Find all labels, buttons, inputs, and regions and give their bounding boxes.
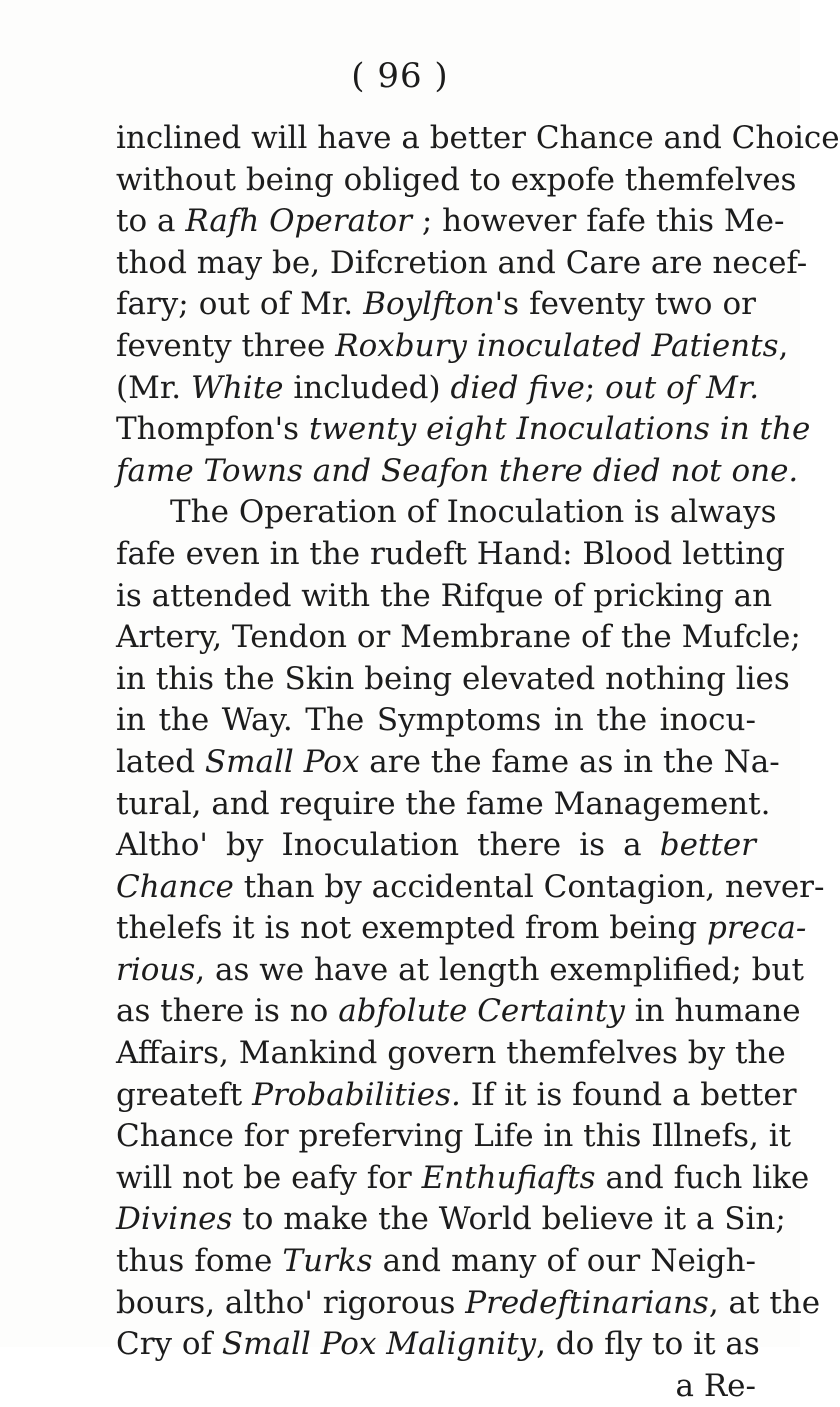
text-run: as there is no	[116, 993, 339, 1030]
italic-run: Roxbury inoculated Patients	[335, 327, 779, 364]
text-run: without being obliged to expofe themfelves	[116, 161, 797, 198]
text-line	[116, 1283, 821, 1325]
text-run: ;	[584, 369, 606, 406]
text-run: Altho' by Inoculation there is a	[116, 827, 660, 864]
text-line	[116, 451, 799, 493]
text-run: and fuch like	[595, 1159, 810, 1196]
text-run: , at the	[708, 1284, 821, 1321]
text-run: thelefs it is not exempted from being	[116, 910, 707, 947]
text-line	[116, 118, 840, 160]
text-run: If it is found a better	[460, 1076, 797, 1113]
text-line	[116, 950, 804, 992]
italic-run: White	[190, 369, 284, 406]
italic-run: Rafh Operator	[185, 203, 412, 240]
text-run: are the fame as in the Na-	[359, 743, 780, 780]
text-run: Thompfon's	[116, 411, 309, 448]
text-run: greateft	[116, 1076, 253, 1113]
text-line	[116, 201, 785, 243]
text-line	[116, 1241, 756, 1283]
text-run: to make the World believe it a Sin;	[232, 1201, 786, 1238]
text-run: and many of our Neigh-	[372, 1243, 757, 1280]
italic-run: better	[659, 827, 756, 864]
text-line	[116, 576, 773, 618]
text-line	[116, 534, 786, 576]
text-line	[116, 1075, 797, 1117]
italic-run: fame Towns and Seafon there died not one.	[116, 452, 799, 489]
italic-run: twenty eight Inoculations in the	[308, 411, 811, 448]
text-run: than by accidental Contagion, never-	[233, 868, 825, 905]
italic-run: rious	[116, 951, 196, 988]
text-run: tural, and require the fame Management.	[116, 785, 771, 822]
text-line	[116, 867, 825, 909]
text-line	[116, 825, 756, 867]
text-run: ,	[778, 327, 789, 364]
italic-run: Small Pox	[204, 743, 360, 780]
text-line	[116, 1199, 786, 1241]
text-line	[116, 1033, 786, 1075]
text-run: Cry of	[116, 1326, 222, 1363]
text-run: , as we have at length exemplified; but	[195, 951, 804, 988]
text-run: fafe even in the rudeft Hand: Blood letting	[116, 535, 786, 572]
text-run: will not be eafy for	[116, 1159, 422, 1196]
italic-run: Turks	[282, 1243, 373, 1280]
text-run: bours, altho' rigorous	[116, 1284, 466, 1321]
text-run: (Mr.	[116, 369, 191, 406]
italic-run: Enthufiafts	[421, 1159, 596, 1196]
text-line	[116, 326, 789, 368]
text-line	[116, 1324, 760, 1366]
text-line	[116, 659, 790, 701]
text-run: is attended with the Rifque of pricking an	[116, 577, 773, 614]
text-line	[116, 700, 756, 742]
italic-run: Chance	[116, 868, 234, 905]
catchword: a Re-	[675, 1367, 756, 1404]
text-line	[116, 784, 771, 826]
text-run: Chance for preferving Life in this Illnefs, it	[116, 1118, 792, 1155]
text-run: ; however fafe this Me-	[412, 203, 785, 240]
text-line	[116, 742, 780, 784]
text-line	[116, 409, 811, 451]
text-run: inclined will have a better Chance and Choice	[116, 120, 840, 156]
text-run: in humane	[624, 993, 801, 1030]
text-run: thod may be, Difcretion and Care are necef-	[116, 244, 808, 281]
text-line	[116, 160, 797, 202]
text-line	[116, 1158, 810, 1200]
text-line	[116, 617, 801, 659]
italic-run: Probabilities.	[252, 1076, 461, 1113]
text-run: Artery, Tendon or Membrane of the Mufcle;	[116, 619, 801, 656]
text-run: in this the Skin being elevated nothing lies	[116, 660, 790, 697]
italic-run: Small Pox Malignity	[221, 1326, 537, 1363]
text-line	[116, 1116, 792, 1158]
text-run: 's feventy two or	[494, 286, 756, 323]
text-run: included)	[283, 369, 451, 406]
italic-run: Predeftinarians	[465, 1284, 709, 1321]
italic-run: died five	[450, 369, 585, 406]
italic-run: Divines	[116, 1201, 233, 1238]
text-run: , do fly to it as	[536, 1326, 760, 1363]
text-run: The Operation of Inoculation is always	[170, 494, 777, 531]
italic-run: abfolute Certainty	[338, 993, 625, 1030]
text-line	[116, 492, 777, 534]
text-line	[116, 368, 760, 410]
text-run: in the Way. The Symptoms in the inocu-	[116, 702, 756, 739]
text-line	[116, 284, 756, 326]
text-line	[116, 991, 801, 1033]
italic-run: preca-	[707, 910, 807, 947]
text-run: Affairs, Mankind govern themfelves by the	[116, 1035, 786, 1072]
page-number: ( 96 )	[351, 56, 449, 96]
text-run: lated	[116, 743, 205, 780]
text-line	[116, 243, 808, 285]
italic-run: out of Mr.	[605, 369, 760, 406]
text-run: to a	[116, 203, 186, 240]
page-body-text	[116, 118, 840, 1407]
text-run: thus fome	[116, 1243, 283, 1280]
text-run: feventy three	[116, 327, 336, 364]
italic-run: Boylfton	[363, 286, 495, 323]
text-run: fary; out of Mr.	[116, 286, 364, 323]
text-line	[116, 908, 807, 950]
